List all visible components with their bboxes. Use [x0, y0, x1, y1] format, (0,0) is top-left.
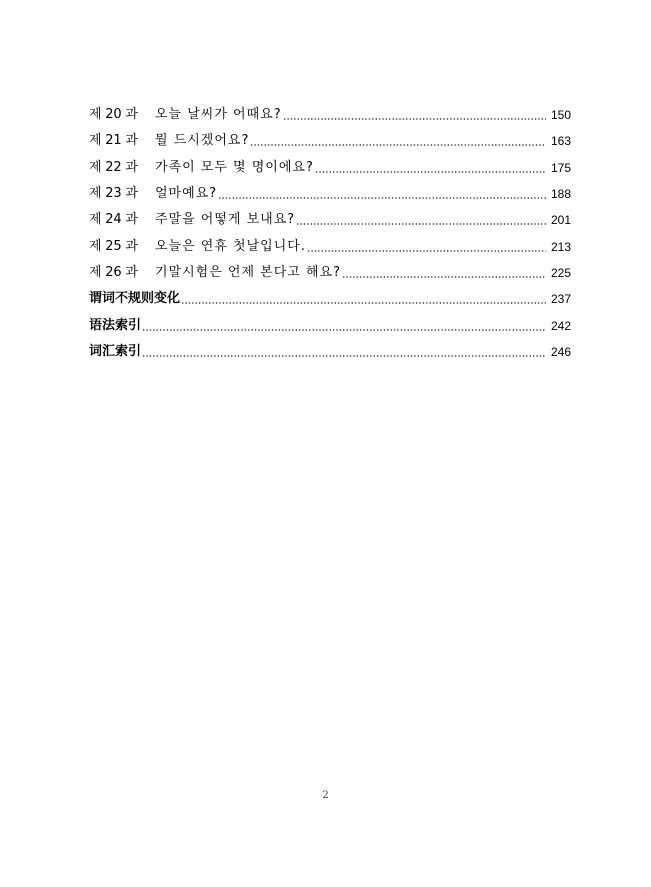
dot-leader — [218, 193, 546, 203]
toc-entry-lesson-23[interactable] — [89, 181, 571, 207]
lesson-title: 오늘 날씨가 어때요? — [155, 107, 282, 123]
section-title: 语法索引 — [89, 317, 142, 333]
toc-entry-label — [89, 234, 306, 260]
toc-page-number: 175 — [550, 160, 571, 175]
page-number-footer: 2 — [322, 790, 329, 801]
dot-leader — [283, 114, 546, 124]
lesson-title: 주말을 어떻게 보내요? — [155, 212, 296, 228]
dot-leader — [181, 298, 546, 308]
toc-page-number: 237 — [550, 292, 571, 307]
toc-entry-vocabulary-index[interactable] — [89, 339, 571, 365]
toc-entry-label — [89, 128, 249, 154]
lesson-number: 제 22 과 — [89, 159, 138, 175]
toc-entry-lesson-25[interactable] — [89, 233, 571, 259]
lesson-title: 얼마예요? — [155, 186, 218, 202]
toc-entry-label — [89, 207, 295, 233]
toc-page-number: 201 — [550, 213, 571, 228]
toc-page-number: 225 — [550, 265, 571, 280]
toc-entry-label — [89, 155, 314, 181]
lesson-title: 가족이 모두 몇 명이에요? — [155, 159, 314, 175]
toc-entry-lesson-22[interactable] — [89, 155, 571, 181]
toc-entry-label — [89, 313, 141, 339]
dot-leader — [307, 246, 546, 256]
toc-entry-label — [89, 181, 217, 207]
toc-entry-label — [89, 339, 141, 365]
table-of-contents — [89, 102, 571, 365]
toc-entry-label — [89, 102, 282, 128]
dot-leader — [142, 351, 546, 361]
toc-entry-label — [89, 286, 180, 312]
lesson-number: 제 20 과 — [89, 107, 138, 123]
toc-page-number: 150 — [550, 108, 571, 123]
section-title: 谓词不规则变化 — [89, 291, 181, 307]
lesson-number: 제 21 과 — [89, 133, 138, 149]
toc-entry-lesson-20[interactable] — [89, 102, 571, 128]
section-title: 词汇索引 — [89, 343, 142, 359]
toc-entry-label — [89, 260, 341, 286]
lesson-title: 뭘 드시겠어요? — [155, 133, 250, 149]
toc-page-number: 213 — [550, 239, 571, 254]
toc-page-number: 246 — [550, 344, 571, 359]
toc-entry-grammar-index[interactable] — [89, 312, 571, 338]
toc-page-number: 188 — [550, 187, 571, 202]
toc-entry-irregular-predicates[interactable] — [89, 286, 571, 312]
toc-page-number: 242 — [550, 318, 571, 333]
toc-entry-lesson-21[interactable] — [89, 128, 571, 154]
toc-entry-lesson-24[interactable] — [89, 207, 571, 233]
lesson-number: 제 26 과 — [89, 264, 138, 280]
toc-entry-lesson-26[interactable] — [89, 260, 571, 286]
lesson-title: 오늘은 연휴 첫날입니다. — [155, 238, 306, 254]
lesson-number: 제 24 과 — [89, 212, 138, 228]
toc-page-number: 163 — [550, 134, 571, 149]
dot-leader — [250, 140, 546, 150]
dot-leader — [342, 272, 546, 282]
lesson-title: 기말시험은 언제 본다고 해요? — [155, 264, 341, 280]
dot-leader — [315, 167, 546, 177]
dot-leader — [296, 219, 546, 229]
lesson-number: 제 25 과 — [89, 238, 138, 254]
dot-leader — [142, 325, 546, 335]
lesson-number: 제 23 과 — [89, 186, 138, 202]
